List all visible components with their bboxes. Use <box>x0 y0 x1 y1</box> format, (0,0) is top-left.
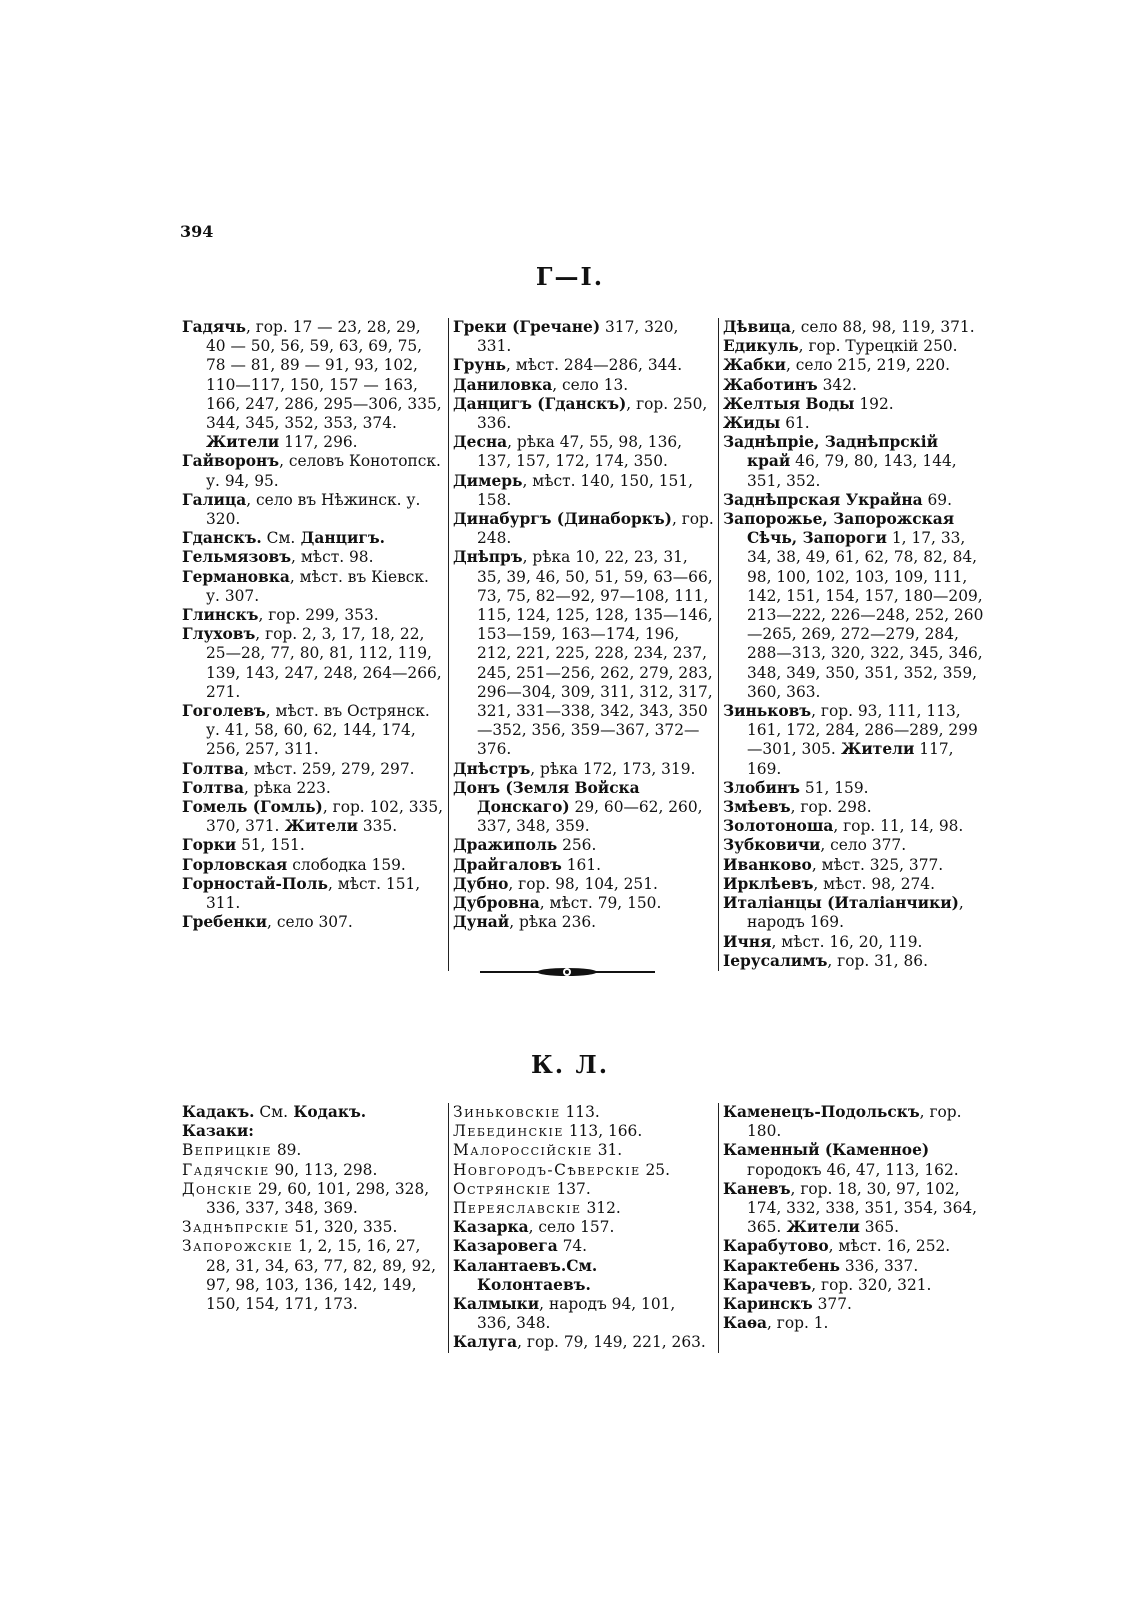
entry-heading: Гданскъ. <box>182 529 262 548</box>
entry-heading: Гадячь <box>182 318 246 336</box>
index-entry <box>182 1122 444 1141</box>
entry-heading: Запорожье, Запорожская Сѣчь, Запороги <box>723 510 955 548</box>
index-entry <box>453 760 714 779</box>
index-entry <box>453 894 714 913</box>
index-entry <box>453 1141 714 1160</box>
entry-subheading: Донскіе <box>182 1179 253 1198</box>
entry-pages: , гор. 31, 86. <box>827 951 928 970</box>
entry-heading: Калуга <box>453 1333 518 1352</box>
entry-subheading: Переяславскіе <box>453 1199 582 1218</box>
entry-pages: , гор. 298. <box>790 798 872 817</box>
index-entry <box>723 702 984 779</box>
index-entry <box>182 1218 444 1237</box>
entry-heading: Иванково <box>723 855 812 874</box>
entry-pages: , село 88, 98, 119, 371. <box>790 318 975 336</box>
entry-pages: 61. <box>780 414 810 433</box>
index-entry <box>453 548 714 759</box>
entry-heading: Данцигъ (Гданскъ) <box>453 394 627 413</box>
entry-pages: См. <box>254 1103 289 1121</box>
entry-heading: Димерь <box>453 471 523 490</box>
entry-pages: 74. <box>557 1237 588 1256</box>
entry-heading: Голтва <box>182 778 244 797</box>
index-column <box>178 1103 448 1353</box>
entry-pages: , мѣст. 98. <box>291 548 374 567</box>
entry-heading: Калантаевъ. <box>453 1256 567 1275</box>
entry-heading: Карабутово <box>723 1237 829 1256</box>
entry-pages: , гор. 93, 111, 113, 161, 172, 284, 286—289, 299—301, 305. <box>747 702 978 759</box>
entry-pages: 256. <box>557 836 597 855</box>
index-entry <box>723 356 984 375</box>
entry-pages: 365. <box>859 1218 900 1237</box>
entry-subheading: Зиньковскіе <box>453 1103 561 1121</box>
entry-pages: 31. <box>592 1141 623 1160</box>
entry-heading: Горностай-Поль <box>182 874 328 893</box>
index-entry <box>723 798 984 817</box>
entry-pages: 51, 159. <box>799 778 869 797</box>
index-entry <box>453 856 714 875</box>
index-entry <box>723 414 984 433</box>
entry-pages: 161. <box>561 855 602 874</box>
entry-heading: Карактебень <box>723 1256 840 1275</box>
index-entry <box>182 452 444 490</box>
entry-pages: , народъ 169. <box>747 894 964 932</box>
index-entry <box>723 1295 984 1314</box>
entry-subheading: Лебединскіе <box>453 1122 564 1141</box>
entry-pages: , гор. 180. <box>747 1103 962 1141</box>
index-entry <box>453 318 714 356</box>
entry-pages: 377. <box>812 1295 852 1314</box>
index-entry <box>453 1333 714 1352</box>
index-entry <box>723 1237 984 1256</box>
index-entry <box>453 356 714 375</box>
index-entry <box>723 337 984 356</box>
entry-pages: 46, 79, 80, 143, 144, 351, 352. <box>747 452 957 490</box>
index-entry <box>453 1180 714 1199</box>
index-entry <box>453 836 714 855</box>
entry-heading: Золотоноша <box>723 817 834 836</box>
index-entry <box>723 1257 984 1276</box>
entry-pages: 342. <box>817 375 857 394</box>
entry-subheading: Острянскіе <box>453 1179 552 1198</box>
entry-heading: Казарка <box>453 1218 529 1237</box>
index-entry <box>723 1276 984 1295</box>
entry-subheading: Новгородъ-Сѣверскіе <box>453 1160 641 1179</box>
entry-pages: , мѣст. 16, 252. <box>828 1237 951 1256</box>
entry-heading: Каменецъ-Подольскъ <box>723 1103 920 1121</box>
entry-pages: , мѣст. 79, 150. <box>539 894 662 913</box>
index-entry <box>453 376 714 395</box>
index-entry <box>182 760 444 779</box>
entry-heading: Драйгаловъ <box>453 855 562 874</box>
index-entry <box>723 894 984 932</box>
index-entry <box>723 433 984 491</box>
entry-pages: См. <box>261 529 296 548</box>
entry-heading: Горки <box>182 836 237 855</box>
entry-pages: , гор. 102, 335, 370, 371. <box>206 798 444 836</box>
entry-heading: Злобинъ <box>723 778 800 797</box>
index-entry <box>453 779 714 837</box>
entry-heading: Жаботинъ <box>723 375 818 394</box>
entry-heading: Зубковичи <box>723 836 821 855</box>
entry-pages: , мѣст. въ Острянск. у. 41, 58, 60, 62, 144, 174, 256, 257, 311. <box>206 702 430 759</box>
entry-heading: Горловская <box>182 855 288 874</box>
index-entry <box>182 568 444 606</box>
index-entry <box>182 1237 444 1314</box>
entry-pages: , село 307. <box>267 913 353 932</box>
index-entry <box>723 856 984 875</box>
entry-pages: 336, 337. <box>839 1256 919 1275</box>
index-columns <box>178 1103 990 1353</box>
entry-heading: Десна <box>453 433 508 452</box>
entry-pages: , гор. 320, 321. <box>811 1275 932 1294</box>
entry-pages: , гор. 17 — 23, 28, 29, 40 — 50, 56, 59, 63, 69, 75, 78 — 81, 89 — 91, 93, 102, 110—117, 150, 157 — 163, 166, 247, 286, 295—306, 335, 344, 345, 352, 353, 374. <box>206 318 442 433</box>
entry-pages: , мѣст. 16, 20, 119. <box>771 932 923 951</box>
entry-heading: Гельмязовъ <box>182 548 292 567</box>
index-entry <box>182 529 444 548</box>
entry-pages: , селовъ Конотопск. у. 94, 95. <box>206 452 441 490</box>
entry-heading: Іерусалимъ <box>723 951 828 970</box>
index-entry <box>182 1180 444 1218</box>
entry-heading: Жители <box>781 1218 860 1237</box>
index-entry <box>182 318 444 452</box>
entry-heading: Карачевъ <box>723 1275 812 1294</box>
entry-heading: Дубно <box>453 874 509 893</box>
index-entry <box>723 318 984 337</box>
entry-heading: Жители <box>835 740 915 759</box>
entry-pages: , рѣка 236. <box>509 913 597 932</box>
entry-heading: Гомель (Гомль) <box>182 798 323 817</box>
index-columns <box>178 318 990 971</box>
section-title: Г—I. <box>535 262 605 291</box>
index-entry <box>453 1218 714 1237</box>
index-entry <box>723 933 984 952</box>
index-entry <box>182 702 444 760</box>
entry-heading: Дражиполь <box>453 836 558 855</box>
entry-pages: 1, 17, 33, 34, 38, 49, 61, 62, 78, 82, 84, 98, 100, 102, 103, 109, 111, 142, 151, 154, 157, 180—209, 213—222, 226—248, 252, 260—265, 269, 272—279, 284, 288—313, 320, 322, 345, 346, 348, 349, 350, 351, 352, 359, 360, 363. <box>747 529 984 701</box>
index-entry <box>182 875 444 913</box>
entry-heading: Динабургъ (Динаборкъ) <box>453 510 672 529</box>
entry-pages: , гор. 18, 30, 97, 102, 174, 332, 338, 351, 354, 364, 365. <box>747 1179 978 1237</box>
entry-heading: Желтыя Воды <box>723 394 855 413</box>
entry-heading: Данцигъ. <box>295 529 385 548</box>
entry-pages: 113. <box>560 1103 600 1121</box>
entry-heading: Германовка <box>182 567 290 586</box>
entry-pages: слободка 159. <box>287 855 406 874</box>
entry-pages: 117, 296. <box>279 433 358 452</box>
entry-heading: Кадакъ. <box>182 1103 255 1121</box>
entry-heading: Голтва <box>182 759 244 778</box>
entry-pages: 51, 320, 335. <box>289 1218 398 1237</box>
entry-heading: Заднѣпріе, Заднѣпрскій край <box>723 433 938 471</box>
index-entry <box>453 875 714 894</box>
entry-pages: 90, 113, 298. <box>269 1160 378 1179</box>
entry-heading: Жабки <box>723 356 786 375</box>
entry-subheading: Малороссійскіе <box>453 1141 593 1160</box>
entry-pages: 192. <box>854 394 894 413</box>
index-entry <box>182 798 444 836</box>
index-column <box>718 318 988 971</box>
entry-heading: Гоголевъ <box>182 702 266 721</box>
entry-pages: 89. <box>271 1141 302 1160</box>
entry-pages: , село 157. <box>528 1218 615 1237</box>
entry-heading: Заднѣпрская Украйна <box>723 490 923 509</box>
entry-pages: , гор. 250, 336. <box>477 394 708 433</box>
index-entry <box>723 1103 984 1141</box>
entry-heading: Глинскъ <box>182 606 259 625</box>
entry-pages: , гор. 299, 353. <box>258 606 379 625</box>
entry-pages: 51, 151. <box>236 836 305 855</box>
entry-pages: , мѣст. 151, 311. <box>206 874 421 913</box>
entry-pages: , село 13. <box>552 375 629 394</box>
entry-pages: , село 377. <box>820 836 907 855</box>
entry-pages: 117, 169. <box>747 740 954 778</box>
entry-pages: , мѣст. 140, 150, 151, 158. <box>477 471 694 509</box>
entry-heading: Даниловка <box>453 375 553 394</box>
ornament-divider <box>480 966 655 978</box>
entry-heading: Грунь <box>453 356 506 375</box>
entry-heading: Гайворонъ <box>182 452 280 471</box>
entry-pages: , рѣка 10, 22, 23, 31, 35, 39, 46, 50, 51, 59, 63—66, 73, 75, 82—92, 97—108, 111, 115, 124, 125, 128, 135—146, 153—159, 163—174, 196, 212, 221, 225, 228, 234, 237, 245, 251—256, 262, 279, 283, 296—304, 309, 311, 312, 317, 321, 331—338, 342, 343, 350—352, 356, 359—367, 372—376. <box>477 548 713 759</box>
entry-pages: , гор. 11, 14, 98. <box>833 817 964 836</box>
index-column <box>448 318 718 971</box>
index-entry <box>182 779 444 798</box>
index-column <box>178 318 448 971</box>
entry-pages: , село 215, 219, 220. <box>785 356 951 375</box>
index-entry <box>723 491 984 510</box>
entry-pages: , рѣка 223. <box>243 778 331 797</box>
index-entry <box>723 1180 984 1238</box>
index-entry <box>453 1257 714 1295</box>
entry-pages: , гор. Турецкій 250. <box>798 337 958 356</box>
entry-heading: Жиды <box>723 414 781 433</box>
entry-pages: 113, 166. <box>563 1122 643 1141</box>
index-entry <box>723 836 984 855</box>
index-entry <box>453 1161 714 1180</box>
index-entry <box>453 1199 714 1218</box>
entry-pages: городокъ 46, 47, 113, 162. <box>747 1160 959 1179</box>
entry-pages: , народъ 94, 101, 336, 348. <box>477 1295 676 1333</box>
index-entry <box>723 779 984 798</box>
index-entry <box>453 395 714 433</box>
index-entry <box>182 1141 444 1160</box>
index-entry <box>453 913 714 932</box>
index-entry <box>182 1103 444 1122</box>
entry-heading: Греки (Гречане) <box>453 318 601 336</box>
index-entry <box>453 1237 714 1256</box>
index-entry <box>723 952 984 971</box>
index-column <box>448 1103 718 1353</box>
entry-subheading: Гадячскіе <box>182 1160 270 1179</box>
section-title: К. Л. <box>530 1050 610 1079</box>
entry-pages: 29, 60, 101, 298, 328, 336, 337, 348, 369. <box>206 1179 430 1218</box>
entry-heading: Галица <box>182 490 247 509</box>
entry-heading: Ирклѣевъ <box>723 874 814 893</box>
entry-heading: Каменный (Каменное) <box>723 1141 930 1160</box>
index-entry <box>182 836 444 855</box>
entry-pages: 25. <box>640 1160 670 1179</box>
page-number: 394 <box>180 222 214 241</box>
entry-pages: 69. <box>922 490 952 509</box>
index-entry <box>723 1314 984 1333</box>
entry-pages: , село въ Нѣжинск. у. 320. <box>206 490 421 529</box>
entry-pages: , мѣст. 284—286, 344. <box>505 356 683 375</box>
entry-heading: Днѣстръ <box>453 759 531 778</box>
entry-heading: Италіанцы (Италіанчики) <box>723 894 959 913</box>
entry-heading: Калмыки <box>453 1295 540 1314</box>
index-entry <box>723 817 984 836</box>
entry-pages: , гор. 2, 3, 17, 18, 22, 25—28, 77, 80, 81, 112, 119, 139, 143, 247, 248, 264—266, 271. <box>206 625 442 701</box>
entry-heading: Дунай <box>453 913 510 932</box>
entry-pages: 335. <box>358 817 398 836</box>
entry-pages: , мѣст. 325, 377. <box>811 855 944 874</box>
entry-pages: , гор. 248. <box>477 510 714 548</box>
entry-heading: Ичня <box>723 932 772 951</box>
entry-pages: , рѣка 47, 55, 98, 136, 137, 157, 172, 174, 350. <box>477 433 683 471</box>
index-entry <box>182 548 444 567</box>
entry-heading: Жители <box>206 433 280 452</box>
index-entry <box>453 433 714 471</box>
entry-heading: Донъ (Земля Войска Донскаго) <box>453 778 640 817</box>
entry-pages: , гор. 98, 104, 251. <box>508 874 658 893</box>
entry-heading: Каринскъ <box>723 1295 813 1314</box>
index-entry <box>453 1122 714 1141</box>
index-column <box>718 1103 988 1353</box>
entry-heading: Кодакъ. <box>288 1103 367 1121</box>
index-entry <box>723 875 984 894</box>
index-entry <box>453 1295 714 1333</box>
entry-pages: 312. <box>581 1199 621 1218</box>
entry-pages: , мѣст. 98, 274. <box>813 874 935 893</box>
entry-subheading: Запорожскіе <box>182 1237 294 1256</box>
entry-heading: Глуховъ <box>182 625 256 644</box>
entry-heading: Едикуль <box>723 337 799 356</box>
index-entry <box>723 510 984 702</box>
entry-subheading: Веприцкіе <box>182 1141 272 1160</box>
index-entry <box>453 510 714 548</box>
entry-pages: , мѣст. въ Кіевск. у. 307. <box>206 567 429 605</box>
index-entry <box>182 606 444 625</box>
index-entry <box>453 472 714 510</box>
entry-pages: , гор. 79, 149, 221, 263. <box>517 1333 706 1352</box>
entry-pages: , рѣка 172, 173, 319. <box>530 759 696 778</box>
entry-pages: , мѣст. 259, 279, 297. <box>243 759 415 778</box>
entry-heading: Змѣевъ <box>723 798 791 817</box>
index-entry <box>723 376 984 395</box>
entry-heading: Каневъ <box>723 1179 791 1198</box>
index-entry <box>723 1141 984 1179</box>
entry-heading: Жители <box>279 817 358 836</box>
entry-subheading: Заднѣпрскіе <box>182 1218 290 1237</box>
index-entry <box>723 395 984 414</box>
entry-pages: 137. <box>551 1179 591 1198</box>
entry-heading: Гребенки <box>182 913 268 932</box>
entry-heading: Каѳа <box>723 1314 767 1333</box>
entry-heading: Дубровна <box>453 894 540 913</box>
index-entry <box>182 1161 444 1180</box>
entry-heading: Казаки: <box>182 1122 254 1141</box>
entry-heading: См. Колонтаевъ. <box>477 1256 598 1294</box>
entry-heading: Зиньковъ <box>723 702 812 721</box>
index-entry <box>182 491 444 529</box>
entry-pages: 317, 320, 331. <box>477 318 679 356</box>
entry-pages: , гор. 1. <box>767 1314 829 1333</box>
index-entry <box>182 625 444 702</box>
index-entry <box>182 913 444 932</box>
entry-pages: 1, 2, 15, 16, 27, 28, 31, 34, 63, 77, 82, 89, 92, 97, 98, 103, 136, 142, 149, 150, 154, 171, 173. <box>206 1237 437 1314</box>
index-entry <box>453 1103 714 1122</box>
entry-heading: Днѣпръ <box>453 548 523 567</box>
index-entry <box>182 856 444 875</box>
entry-pages: 29, 60—62, 260, 337, 348, 359. <box>477 798 703 836</box>
entry-heading: Казаровега <box>453 1237 558 1256</box>
entry-heading: Дѣвица <box>723 318 791 336</box>
